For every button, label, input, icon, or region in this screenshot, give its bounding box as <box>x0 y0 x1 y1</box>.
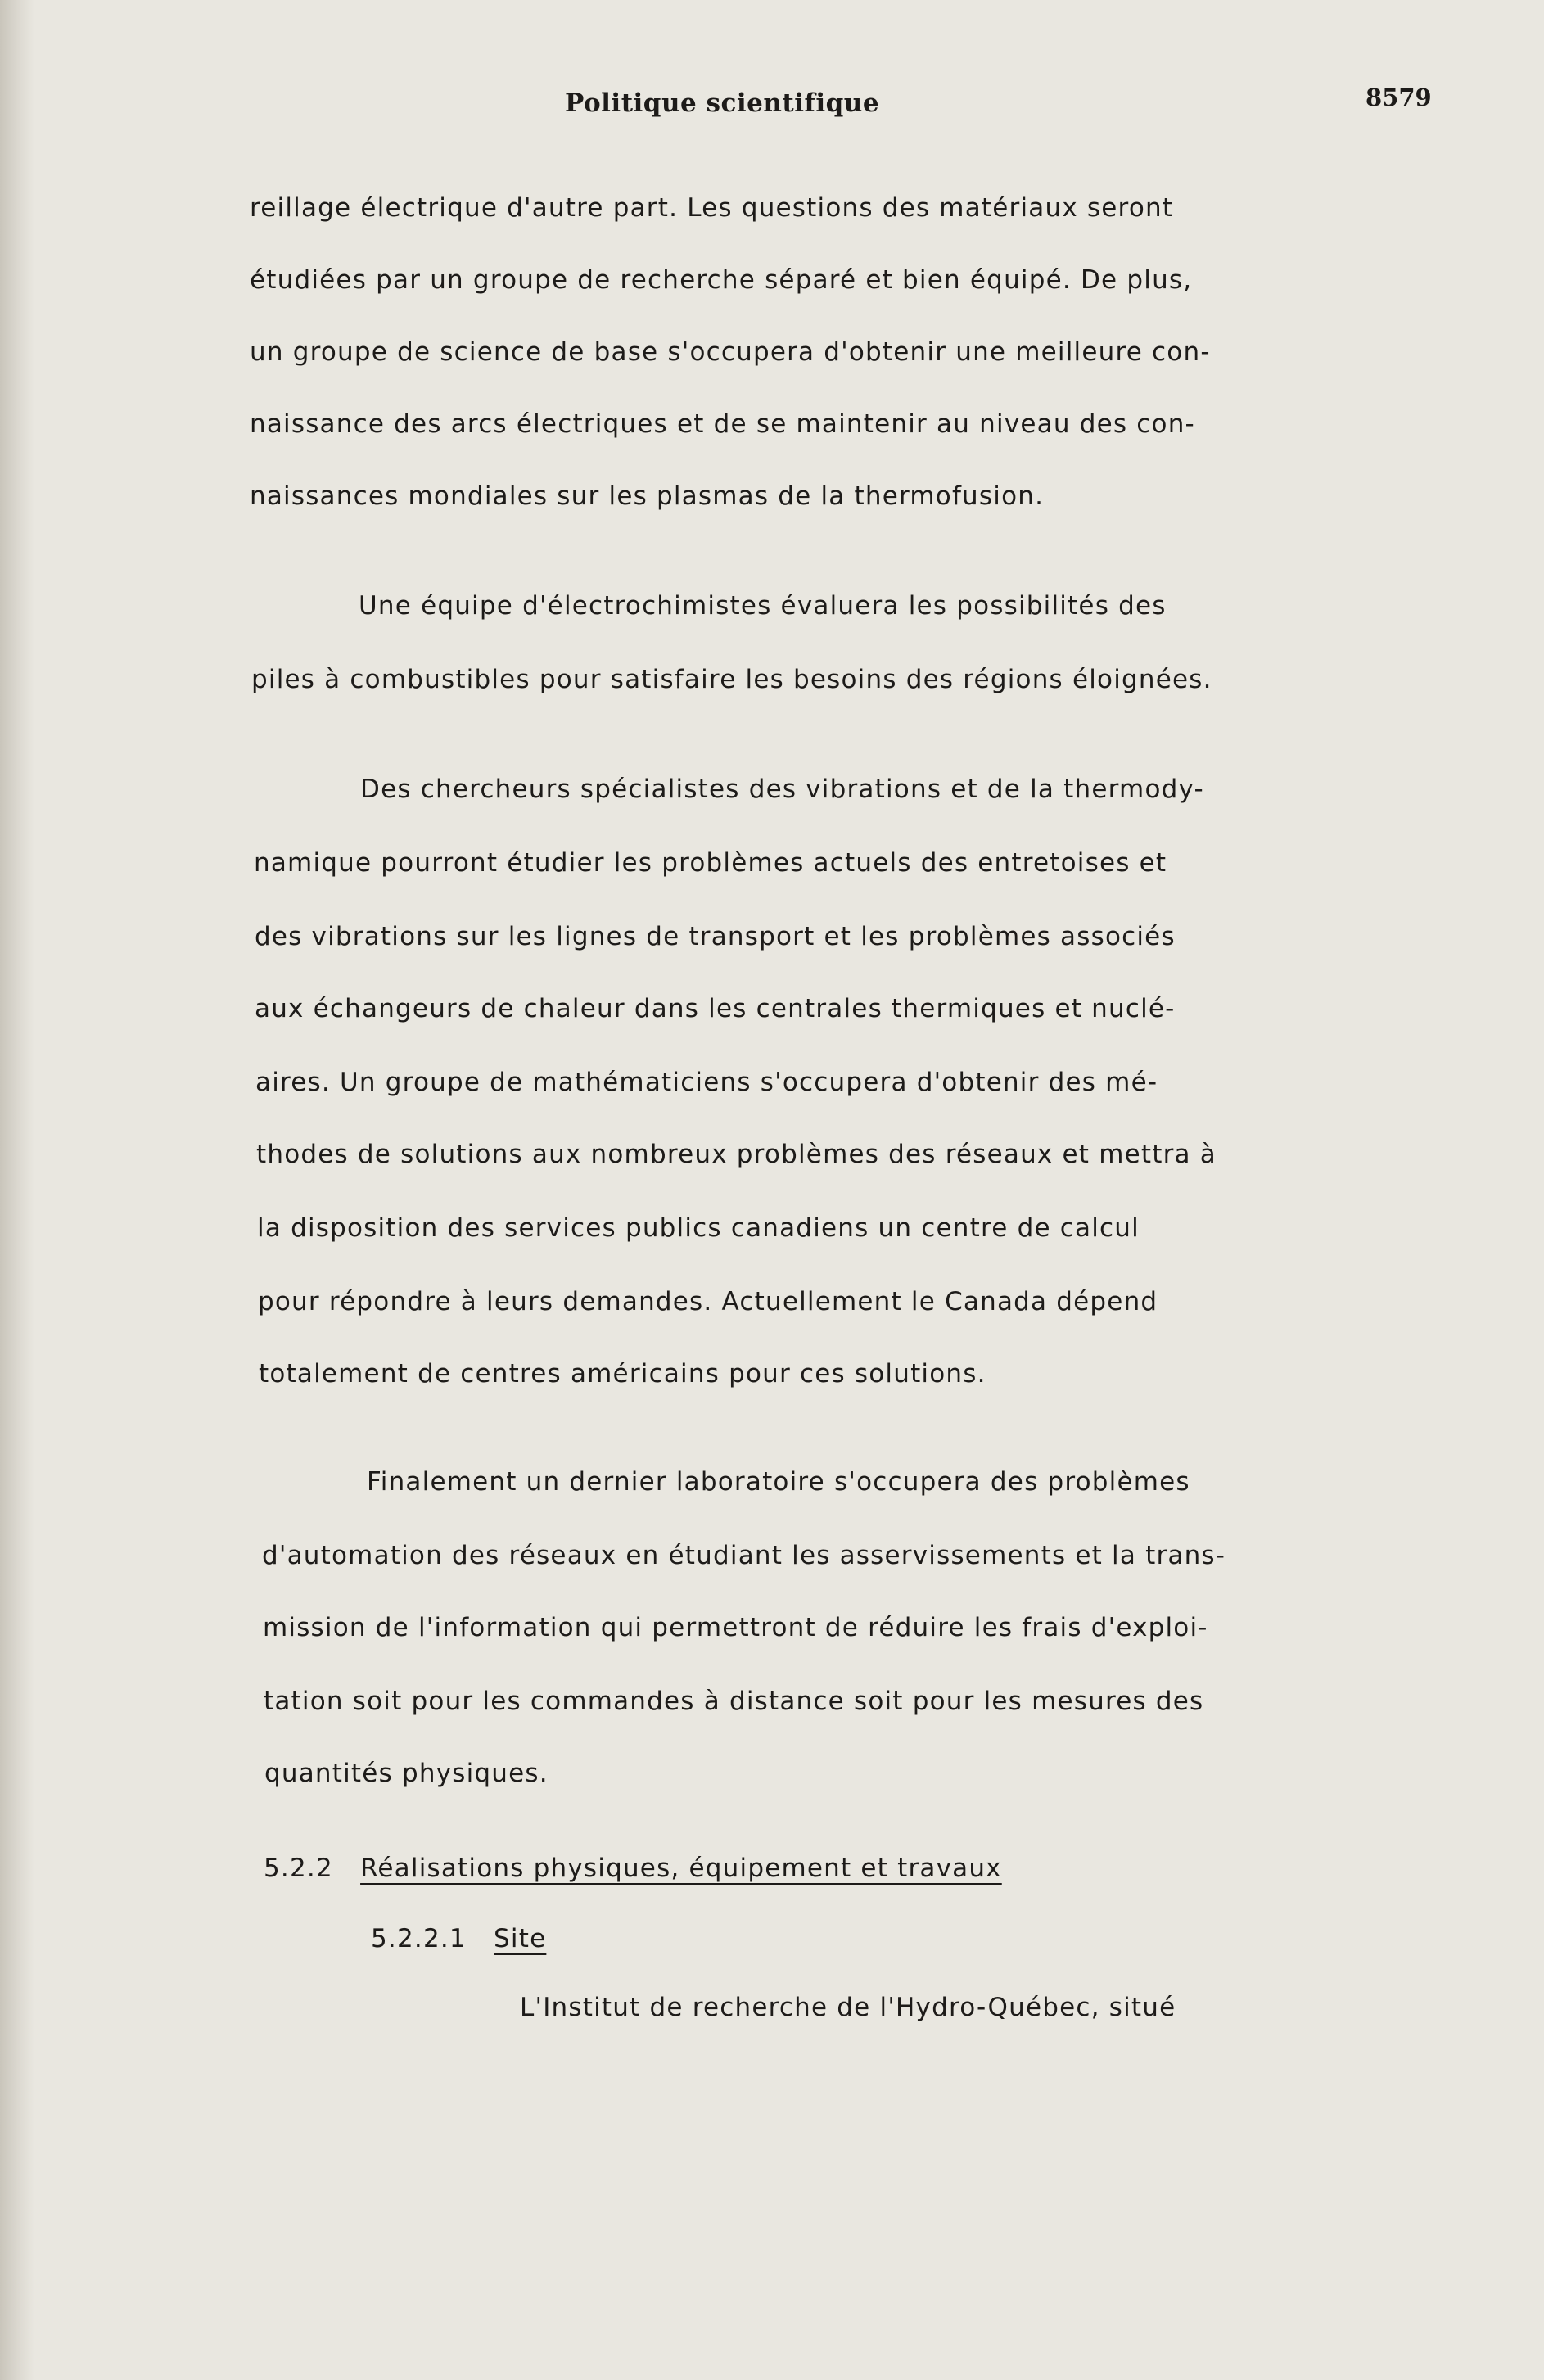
text-line: naissance des arcs électriques et de se maintenir au niveau des con- <box>250 409 1195 439</box>
text-line: un groupe de science de base s'occupera d'obtenir une meilleure con- <box>250 337 1211 367</box>
text-line: quantités physiques. <box>264 1759 549 1788</box>
page-number: 8579 <box>1366 84 1432 111</box>
text-line: étudiées par un groupe de recherche séparé et bien équipé. De plus, <box>250 265 1193 295</box>
text-line: reillage électrique d'autre part. Les questions des matériaux seront <box>250 193 1174 223</box>
text-line: mission de l'information qui permettront de réduire les frais d'exploi- <box>263 1613 1208 1642</box>
running-header-title: Politique scientifique <box>565 88 880 118</box>
text-line: Finalement un dernier laboratoire s'occupera des problèmes <box>367 1467 1190 1497</box>
text-line: tation soit pour les commandes à distance soit pour les mesures des <box>264 1687 1204 1716</box>
text-line: aux échangeurs de chaleur dans les centrales thermiques et nuclé- <box>255 994 1176 1023</box>
section-heading <box>264 1854 1002 1883</box>
text-line: Des chercheurs spécialistes des vibrations et de la thermody- <box>360 775 1204 804</box>
text-line: Une équipe d'électrochimistes évaluera les possibilités des <box>359 591 1167 621</box>
subsection-number: 5.2.2.1 <box>371 1924 467 1953</box>
text-line: piles à combustibles pour satisfaire les besoins des régions éloignées. <box>251 665 1212 694</box>
subsection-heading <box>371 1924 546 1953</box>
text-line: namique pourront étudier les problèmes actuels des entretoises et <box>254 848 1167 878</box>
text-line: pour répondre à leurs demandes. Actuellement le Canada dépend <box>258 1287 1158 1316</box>
section-number: 5.2.2 <box>264 1854 333 1883</box>
text-line: aires. Un groupe de mathématiciens s'occupera d'obtenir des mé- <box>255 1068 1158 1097</box>
text-line: d'automation des réseaux en étudiant les asservissements et la trans- <box>262 1541 1226 1570</box>
text-line: la disposition des services publics canadiens un centre de calcul <box>257 1213 1140 1243</box>
text-line: thodes de solutions aux nombreux problèmes des réseaux et mettra à <box>256 1140 1217 1169</box>
subsection-title: Site <box>494 1924 547 1953</box>
text-line: des vibrations sur les lignes de transport et les problèmes associés <box>255 922 1176 951</box>
text-line: totalement de centres américains pour ces solutions. <box>259 1359 986 1389</box>
section-title: Réalisations physiques, équipement et travaux <box>360 1854 1002 1883</box>
text-line: L'Institut de recherche de l'Hydro-Québec, situé <box>520 1993 1176 2022</box>
text-line: naissances mondiales sur les plasmas de la thermofusion. <box>250 481 1045 511</box>
